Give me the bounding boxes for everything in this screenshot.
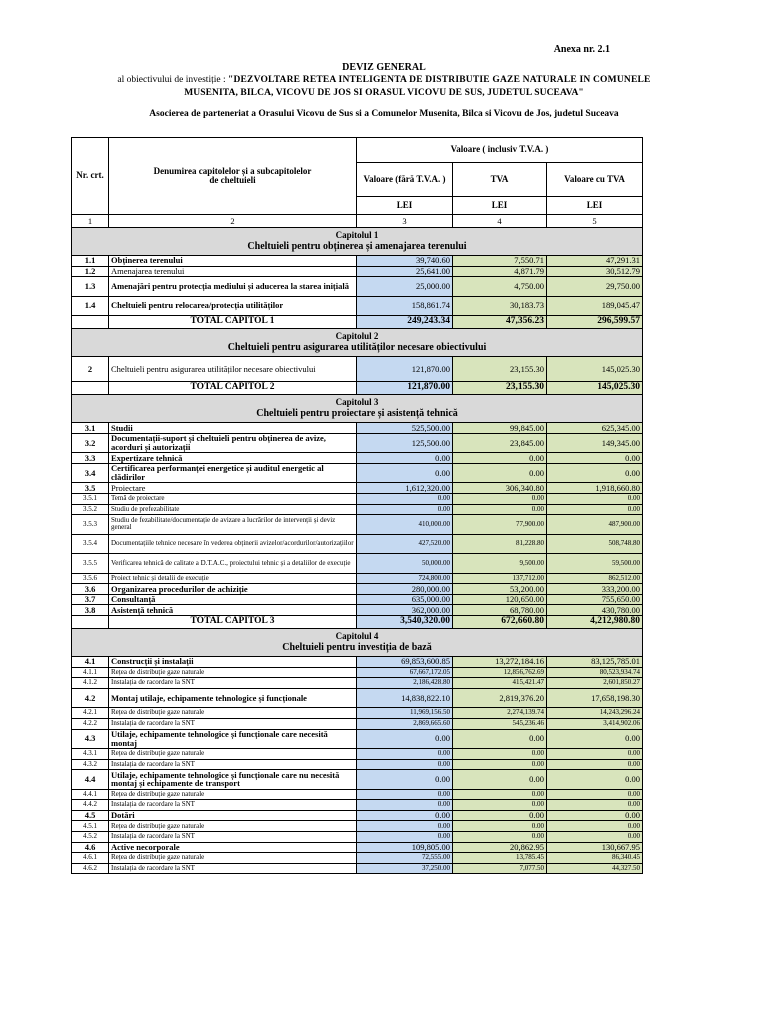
row-value: 37,250.00	[357, 863, 453, 874]
row-code: 4.2	[72, 688, 109, 708]
row-name: Verificarea tehnică de calitate a D.T.A.C., proiectului tehnic și a detaliilor de execuție	[109, 554, 357, 574]
table-row	[72, 853, 643, 864]
row-total: 0.00	[547, 789, 643, 800]
total-code	[72, 382, 109, 395]
chapter-header-cell	[72, 395, 643, 423]
table-row	[72, 277, 643, 297]
row-name: Certificarea performanței energetice și auditul energetic al clădirilor	[109, 463, 357, 483]
row-code: 4.6.2	[72, 863, 109, 874]
table-row	[72, 718, 643, 729]
row-tva: 0.00	[453, 759, 547, 770]
row-tva: 0.00	[453, 729, 547, 749]
table-row	[72, 266, 643, 277]
chapter-title: Capitolul 3	[335, 397, 379, 408]
row-name: Active necorporale	[109, 842, 357, 853]
chapter-total-row	[72, 616, 643, 629]
row-total: 0.00	[547, 810, 643, 821]
total-code	[72, 616, 109, 629]
row-tva: 0.00	[453, 463, 547, 483]
row-code: 1.2	[72, 266, 109, 277]
row-value: 25,000.00	[357, 277, 453, 297]
row-value: 0.00	[357, 789, 453, 800]
chapter-total-row	[72, 316, 643, 329]
row-code: 4.5.1	[72, 821, 109, 832]
row-value: 280,000.00	[357, 584, 453, 595]
chapter-header	[72, 329, 643, 357]
row-name: Amenajarea terenului	[109, 266, 357, 277]
row-value: 158,861.74	[357, 296, 453, 316]
row-tva: 306,340.80	[453, 483, 547, 494]
table-row	[72, 605, 643, 616]
row-value: 0.00	[357, 749, 453, 760]
row-tva: 7,077.50	[453, 863, 547, 874]
row-code: 1.4	[72, 296, 109, 316]
association-line: Asocierea de parteneriat a Orasului Vicovu de Sus si a Comunelor Musenita, Bilca si Vicovu de Jos, judetul Suceava	[149, 109, 619, 119]
row-code: 3.4	[72, 463, 109, 483]
document-subtitle	[0, 75, 768, 85]
row-total: 59,500.00	[547, 554, 643, 574]
header-unit: LEI	[357, 197, 453, 215]
chapter-header	[72, 629, 643, 657]
row-value: 0.00	[357, 453, 453, 464]
row-value: 0.00	[357, 759, 453, 770]
header-nr: Nr. crt.	[72, 138, 109, 215]
table-row	[72, 483, 643, 494]
budget-table	[71, 137, 643, 874]
row-value: 0.00	[357, 832, 453, 843]
row-total: 333,200.00	[547, 584, 643, 595]
header-value: Valoare (fără T.V.A. )	[357, 163, 453, 197]
row-code: 1.3	[72, 277, 109, 297]
row-name: Expertizare tehnică	[109, 453, 357, 464]
row-value: 109,805.00	[357, 842, 453, 853]
row-tva: 0.00	[453, 770, 547, 790]
table-row	[72, 729, 643, 749]
row-tva: 53,200.00	[453, 584, 547, 595]
table-row	[72, 493, 643, 504]
row-code: 4.2.2	[72, 718, 109, 729]
row-name: Documentațiile tehnice necesare în vederea obținerii avizelor/acordurilor/autorizațiilor	[109, 534, 357, 554]
row-code: 3.5.6	[72, 573, 109, 584]
table-row	[72, 357, 643, 382]
row-total: 17,658,198.30	[547, 688, 643, 708]
row-tva: 99,845.00	[453, 423, 547, 434]
row-total: 508,748.80	[547, 534, 643, 554]
table-row	[72, 423, 643, 434]
table-row	[72, 863, 643, 874]
row-code: 3.5.2	[72, 504, 109, 515]
row-total: 625,345.00	[547, 423, 643, 434]
table-row	[72, 770, 643, 790]
row-code: 1.1	[72, 256, 109, 267]
row-tva: 0.00	[453, 749, 547, 760]
row-total: 0.00	[547, 504, 643, 515]
subtitle-prefix: al obiectivului de investiție :	[117, 75, 228, 85]
row-name: Rețea de distribuție gaze naturale	[109, 667, 357, 678]
row-name: Instalația de racordare la SNT	[109, 759, 357, 770]
total-value: 3,540,320.00	[357, 616, 453, 629]
row-tva: 415,421.47	[453, 678, 547, 689]
chapter-subtitle: Cheltuieli pentru asigurarea utilităților necesare obiectivului	[227, 342, 487, 354]
total-tva: 47,356.23	[453, 316, 547, 329]
row-name: Obținerea terenului	[109, 256, 357, 267]
subtitle-project: "DEZVOLTARE RETEA INTELIGENTA DE DISTRIBUTIE GAZE NATURALE IN COMUNELE	[227, 75, 651, 85]
column-number: 5	[547, 215, 643, 228]
row-value: 0.00	[357, 821, 453, 832]
row-code: 3.2	[72, 433, 109, 453]
row-value: 39,740.60	[357, 256, 453, 267]
row-value: 362,000.00	[357, 605, 453, 616]
row-name: Documentații-suport și cheltuieli pentru obținerea de avize, acorduri și autorizații	[109, 433, 357, 453]
chapter-title: Capitolul 1	[335, 230, 379, 241]
row-code: 4.4.1	[72, 789, 109, 800]
header-group: Valoare ( inclusiv T.V.A. )	[357, 138, 643, 163]
row-total: 0.00	[547, 832, 643, 843]
row-code: 4.5	[72, 810, 109, 821]
chapter-header-cell	[72, 629, 643, 657]
total-value: 121,870.00	[357, 382, 453, 395]
row-value: 0.00	[357, 810, 453, 821]
chapter-header	[72, 228, 643, 256]
row-total: 0.00	[547, 729, 643, 749]
total-tva: 672,660.80	[453, 616, 547, 629]
row-tva: 2,274,139.74	[453, 708, 547, 719]
row-total: 44,327.50	[547, 863, 643, 874]
row-value: 0.00	[357, 463, 453, 483]
row-tva: 7,550.71	[453, 256, 547, 267]
column-number: 4	[453, 215, 547, 228]
row-value: 121,870.00	[357, 357, 453, 382]
row-tva: 0.00	[453, 493, 547, 504]
row-name: Consultanță	[109, 594, 357, 605]
table-row	[72, 515, 643, 535]
row-name: Proiectare	[109, 483, 357, 494]
chapter-title: Capitolul 2	[335, 331, 379, 342]
document-subtitle-line2: MUSENITA, BILCA, VICOVU DE JOS SI ORASUL VICOVU DE SUS, JUDETUL SUCEAVA"	[184, 88, 584, 98]
row-total: 0.00	[547, 800, 643, 811]
row-total: 0.00	[547, 821, 643, 832]
row-tva: 4,871.79	[453, 266, 547, 277]
row-name: Cheltuieli pentru asigurarea utilităților necesare obiectivului	[109, 357, 357, 382]
row-code: 3.8	[72, 605, 109, 616]
row-value: 14,838,822.10	[357, 688, 453, 708]
annex-label: Anexa nr. 2.1	[553, 44, 610, 55]
row-name: Studii	[109, 423, 357, 434]
row-name: Instalația de racordare la SNT	[109, 718, 357, 729]
row-name: Instalația de racordare la SNT	[109, 678, 357, 689]
row-value: 724,800.00	[357, 573, 453, 584]
row-name: Organizarea procedurilor de achiziție	[109, 584, 357, 595]
row-tva: 0.00	[453, 504, 547, 515]
row-tva: 20,862.95	[453, 842, 547, 853]
row-value: 2,186,428.80	[357, 678, 453, 689]
row-total: 30,512.79	[547, 266, 643, 277]
table-row	[72, 573, 643, 584]
budget-rows	[72, 228, 643, 874]
total-value: 249,243.34	[357, 316, 453, 329]
row-total: 3,414,902.06	[547, 718, 643, 729]
row-name: Rețea de distribuție gaze naturale	[109, 708, 357, 719]
row-value: 0.00	[357, 493, 453, 504]
row-name: Dotări	[109, 810, 357, 821]
header-name: Denumirea capitolelor și a subcapitolelor de cheltuieli	[109, 138, 357, 215]
chapter-header-cell	[72, 329, 643, 357]
row-value: 0.00	[357, 770, 453, 790]
row-total: 862,512.00	[547, 573, 643, 584]
row-value: 125,500.00	[357, 433, 453, 453]
header-unit: LEI	[453, 197, 547, 215]
row-name: Instalația de racordare la SNT	[109, 800, 357, 811]
total-sum: 4,212,980.80	[547, 616, 643, 629]
row-tva: 545,236.46	[453, 718, 547, 729]
row-code: 3.5.1	[72, 493, 109, 504]
row-tva: 23,845.00	[453, 433, 547, 453]
row-value: 427,520.00	[357, 534, 453, 554]
row-tva: 9,500.00	[453, 554, 547, 574]
row-tva: 12,856,762.69	[453, 667, 547, 678]
row-name: Instalația de racordare la SNT	[109, 832, 357, 843]
row-total: 0.00	[547, 453, 643, 464]
row-tva: 0.00	[453, 821, 547, 832]
row-name: Rețea de distribuție gaze naturale	[109, 789, 357, 800]
table-row	[72, 842, 643, 853]
header-tva: TVA	[453, 163, 547, 197]
table-row	[72, 678, 643, 689]
row-code: 4.4.2	[72, 800, 109, 811]
document-title: DEVIZ GENERAL	[342, 62, 426, 73]
row-tva: 0.00	[453, 789, 547, 800]
row-name: Rețea de distribuție gaze naturale	[109, 853, 357, 864]
row-value: 25,641.00	[357, 266, 453, 277]
row-tva: 2,819,376.20	[453, 688, 547, 708]
row-code: 4.2.1	[72, 708, 109, 719]
table-row	[72, 667, 643, 678]
total-label: TOTAL CAPITOL 1	[109, 316, 357, 329]
row-name: Montaj utilaje, echipamente tehnologice și funcționale	[109, 688, 357, 708]
column-number: 1	[72, 215, 109, 228]
row-name: Construcții și instalații	[109, 657, 357, 668]
row-total: 14,243,296.24	[547, 708, 643, 719]
row-code: 4.3.1	[72, 749, 109, 760]
row-value: 0.00	[357, 729, 453, 749]
row-total: 189,045.47	[547, 296, 643, 316]
row-tva: 0.00	[453, 453, 547, 464]
row-value: 2,869,665.60	[357, 718, 453, 729]
row-name: Utilaje, echipamente tehnologice și funcționale care necesită montaj	[109, 729, 357, 749]
row-total: 0.00	[547, 770, 643, 790]
row-name: Cheltuieli pentru relocarea/protecția utilităților	[109, 296, 357, 316]
row-code: 2	[72, 357, 109, 382]
row-name: Rețea de distribuție gaze naturale	[109, 821, 357, 832]
row-total: 149,345.00	[547, 433, 643, 453]
row-value: 525,500.00	[357, 423, 453, 434]
row-code: 4.1.1	[72, 667, 109, 678]
chapter-header	[72, 395, 643, 423]
row-tva: 137,712.00	[453, 573, 547, 584]
row-tva: 0.00	[453, 810, 547, 821]
row-code: 4.5.2	[72, 832, 109, 843]
row-code: 3.5.4	[72, 534, 109, 554]
row-tva: 30,183.73	[453, 296, 547, 316]
row-code: 4.6.1	[72, 853, 109, 864]
row-tva: 23,155.30	[453, 357, 547, 382]
row-name: Proiect tehnic și detalii de execuție	[109, 573, 357, 584]
table-row	[72, 657, 643, 668]
row-value: 410,000.00	[357, 515, 453, 535]
row-total: 1,918,660.80	[547, 483, 643, 494]
row-total: 0.00	[547, 759, 643, 770]
row-tva: 4,750.00	[453, 277, 547, 297]
row-total: 0.00	[547, 749, 643, 760]
total-label: TOTAL CAPITOL 2	[109, 382, 357, 395]
row-total: 86,340.45	[547, 853, 643, 864]
table-row	[72, 789, 643, 800]
row-tva: 13,272,184.16	[453, 657, 547, 668]
row-code: 4.1	[72, 657, 109, 668]
total-code	[72, 316, 109, 329]
table-row	[72, 534, 643, 554]
row-total: 755,650.00	[547, 594, 643, 605]
row-total: 47,291.31	[547, 256, 643, 267]
row-tva: 0.00	[453, 832, 547, 843]
table-row	[72, 688, 643, 708]
row-code: 3.3	[72, 453, 109, 464]
table-row	[72, 504, 643, 515]
row-value: 72,555.00	[357, 853, 453, 864]
row-value: 50,000.00	[357, 554, 453, 574]
row-code: 3.6	[72, 584, 109, 595]
row-name: Studiu de fezabilitate/documentație de avizare a lucrărilor de intervenții și deviz general	[109, 515, 357, 535]
row-value: 67,667,172.05	[357, 667, 453, 678]
row-name: Studiu de prefezabilitate	[109, 504, 357, 515]
row-name: Utilaje, echipamente tehnologice și funcționale care nu necesită montaj și echipamente de transport	[109, 770, 357, 790]
table-row	[72, 594, 643, 605]
row-value: 1,612,320.00	[357, 483, 453, 494]
row-total: 487,900.00	[547, 515, 643, 535]
row-total: 130,667.95	[547, 842, 643, 853]
table-row	[72, 832, 643, 843]
chapter-total-row	[72, 382, 643, 395]
row-tva: 68,780.00	[453, 605, 547, 616]
row-tva: 120,650.00	[453, 594, 547, 605]
table-row	[72, 708, 643, 719]
table-row	[72, 433, 643, 453]
total-sum: 145,025.30	[547, 382, 643, 395]
row-code: 3.1	[72, 423, 109, 434]
table-row	[72, 584, 643, 595]
row-value: 0.00	[357, 504, 453, 515]
row-code: 4.4	[72, 770, 109, 790]
table-row	[72, 759, 643, 770]
chapter-subtitle: Cheltuieli pentru investiția de bază	[282, 641, 432, 653]
total-label: TOTAL CAPITOL 3	[109, 616, 357, 629]
row-tva: 13,785.45	[453, 853, 547, 864]
row-value: 69,853,600.85	[357, 657, 453, 668]
row-code: 4.1.2	[72, 678, 109, 689]
row-code: 4.3	[72, 729, 109, 749]
table-row	[72, 296, 643, 316]
row-total: 0.00	[547, 463, 643, 483]
row-code: 3.7	[72, 594, 109, 605]
chapter-title: Capitolul 4	[335, 631, 379, 642]
row-tva: 77,900.00	[453, 515, 547, 535]
row-code: 4.6	[72, 842, 109, 853]
row-code: 3.5.3	[72, 515, 109, 535]
row-code: 3.5	[72, 483, 109, 494]
table-row	[72, 749, 643, 760]
table-row	[72, 453, 643, 464]
row-name: Rețea de distribuție gaze naturale	[109, 749, 357, 760]
header-total: Valoare cu TVA	[547, 163, 643, 197]
header-unit: LEI	[547, 197, 643, 215]
row-total: 29,750.00	[547, 277, 643, 297]
row-total: 145,025.30	[547, 357, 643, 382]
row-tva: 0.00	[453, 800, 547, 811]
total-sum: 296,599.57	[547, 316, 643, 329]
row-total: 83,125,785.01	[547, 657, 643, 668]
row-name: Asistență tehnică	[109, 605, 357, 616]
row-total: 2,601,850.27	[547, 678, 643, 689]
chapter-header-cell	[72, 228, 643, 256]
chapter-subtitle: Cheltuieli pentru obținerea și amenajarea terenului	[247, 240, 467, 252]
table-row	[72, 554, 643, 574]
total-tva: 23,155.30	[453, 382, 547, 395]
row-total: 430,780.00	[547, 605, 643, 616]
chapter-subtitle: Cheltuieli pentru proiectare și asistență tehnică	[256, 408, 458, 420]
row-code: 4.3.2	[72, 759, 109, 770]
table-row	[72, 463, 643, 483]
row-tva: 81,228.80	[453, 534, 547, 554]
row-code: 3.5.5	[72, 554, 109, 574]
table-row	[72, 810, 643, 821]
column-number: 2	[109, 215, 357, 228]
row-value: 0.00	[357, 800, 453, 811]
row-name: Temă de proiectare	[109, 493, 357, 504]
row-name: Amenajări pentru protecția mediului și aducerea la starea inițială	[109, 277, 357, 297]
table-row	[72, 256, 643, 267]
table-row	[72, 800, 643, 811]
row-total: 0.00	[547, 493, 643, 504]
row-value: 635,000.00	[357, 594, 453, 605]
column-number: 3	[357, 215, 453, 228]
table-row	[72, 821, 643, 832]
row-name: Instalația de racordare la SNT	[109, 863, 357, 874]
row-value: 11,969,156.50	[357, 708, 453, 719]
row-total: 80,523,934.74	[547, 667, 643, 678]
